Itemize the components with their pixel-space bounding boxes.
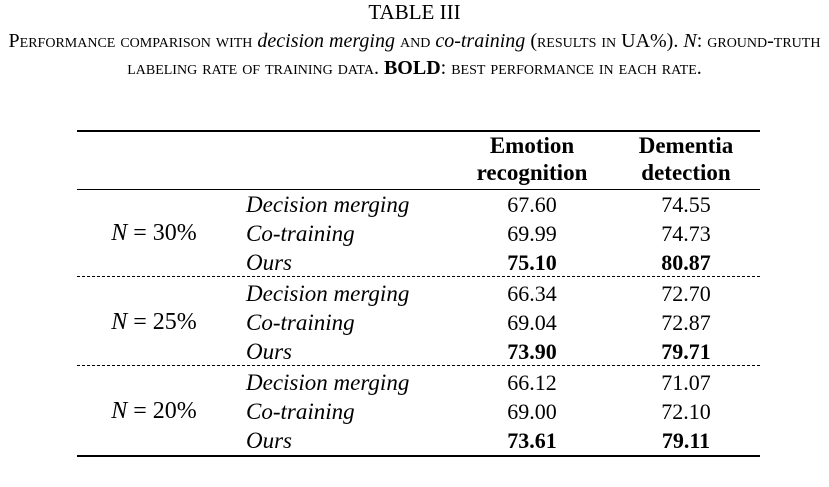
caption-bold: BOLD [383, 57, 441, 79]
emotion-value: 69.00 [507, 399, 557, 424]
col-header-dementia [616, 132, 756, 186]
caption-emphasis: co-training [435, 30, 526, 52]
col-header-line: detection [641, 160, 731, 185]
emotion-value: 69.04 [507, 310, 557, 335]
group-variable: N [111, 398, 128, 424]
caption-variable: N [683, 30, 697, 52]
dementia-value: 79.11 [661, 428, 711, 453]
emotion-value: 73.90 [507, 339, 557, 364]
col-header-emotion [462, 132, 602, 186]
dementia-value: 80.87 [661, 250, 711, 275]
dementia-value: 72.10 [661, 399, 711, 424]
group-label [84, 398, 224, 425]
header-rule [77, 189, 760, 190]
caption-part: Performance comparison with [8, 30, 258, 52]
emotion-value: 69.99 [507, 221, 557, 246]
method-cell: Co-training [246, 221, 355, 246]
dementia-value: 72.70 [661, 281, 711, 306]
group-separator [77, 365, 760, 366]
method-cell: Decision merging [246, 370, 410, 395]
method-cell: Decision merging [246, 192, 410, 217]
col-header-line: Emotion [489, 133, 575, 158]
method-cell: Co-training [246, 310, 355, 335]
emotion-value: 66.12 [507, 370, 557, 395]
caption-emphasis: decision merging [257, 30, 395, 52]
bottom-rule [77, 455, 760, 457]
group-rate: = 20% [127, 398, 197, 424]
table-caption [0, 28, 829, 82]
dementia-value: 72.87 [661, 310, 711, 335]
dementia-value: 71.07 [661, 370, 711, 395]
caption-part: : ground-truth labeling rate of training data. [127, 30, 821, 79]
method-cell: Ours [246, 428, 293, 453]
dementia-value: 74.55 [661, 192, 711, 217]
emotion-value: 67.60 [507, 192, 557, 217]
group-rate: = 25% [127, 309, 197, 335]
table-number: TABLE III [368, 0, 461, 24]
emotion-value: 73.61 [507, 428, 557, 453]
col-header-line: Dementia [638, 133, 734, 158]
group-label [84, 309, 224, 336]
dementia-value: 74.73 [661, 221, 711, 246]
method-cell: Co-training [246, 399, 355, 424]
caption-part: and [394, 30, 436, 52]
group-rate: = 30% [127, 220, 197, 246]
group-variable: N [111, 309, 128, 335]
caption-part: (results in UA%). [525, 30, 684, 52]
caption-part: : best performance in each rate. [440, 57, 702, 79]
method-cell: Ours [246, 339, 293, 364]
col-header-line: recognition [476, 160, 588, 185]
group-variable: N [111, 220, 128, 246]
group-label [84, 220, 224, 247]
group-separator [77, 276, 760, 277]
method-cell: Decision merging [246, 281, 410, 306]
emotion-value: 75.10 [507, 250, 557, 275]
method-cell: Ours [246, 250, 293, 275]
emotion-value: 66.34 [507, 281, 557, 306]
dementia-value: 79.71 [661, 339, 711, 364]
